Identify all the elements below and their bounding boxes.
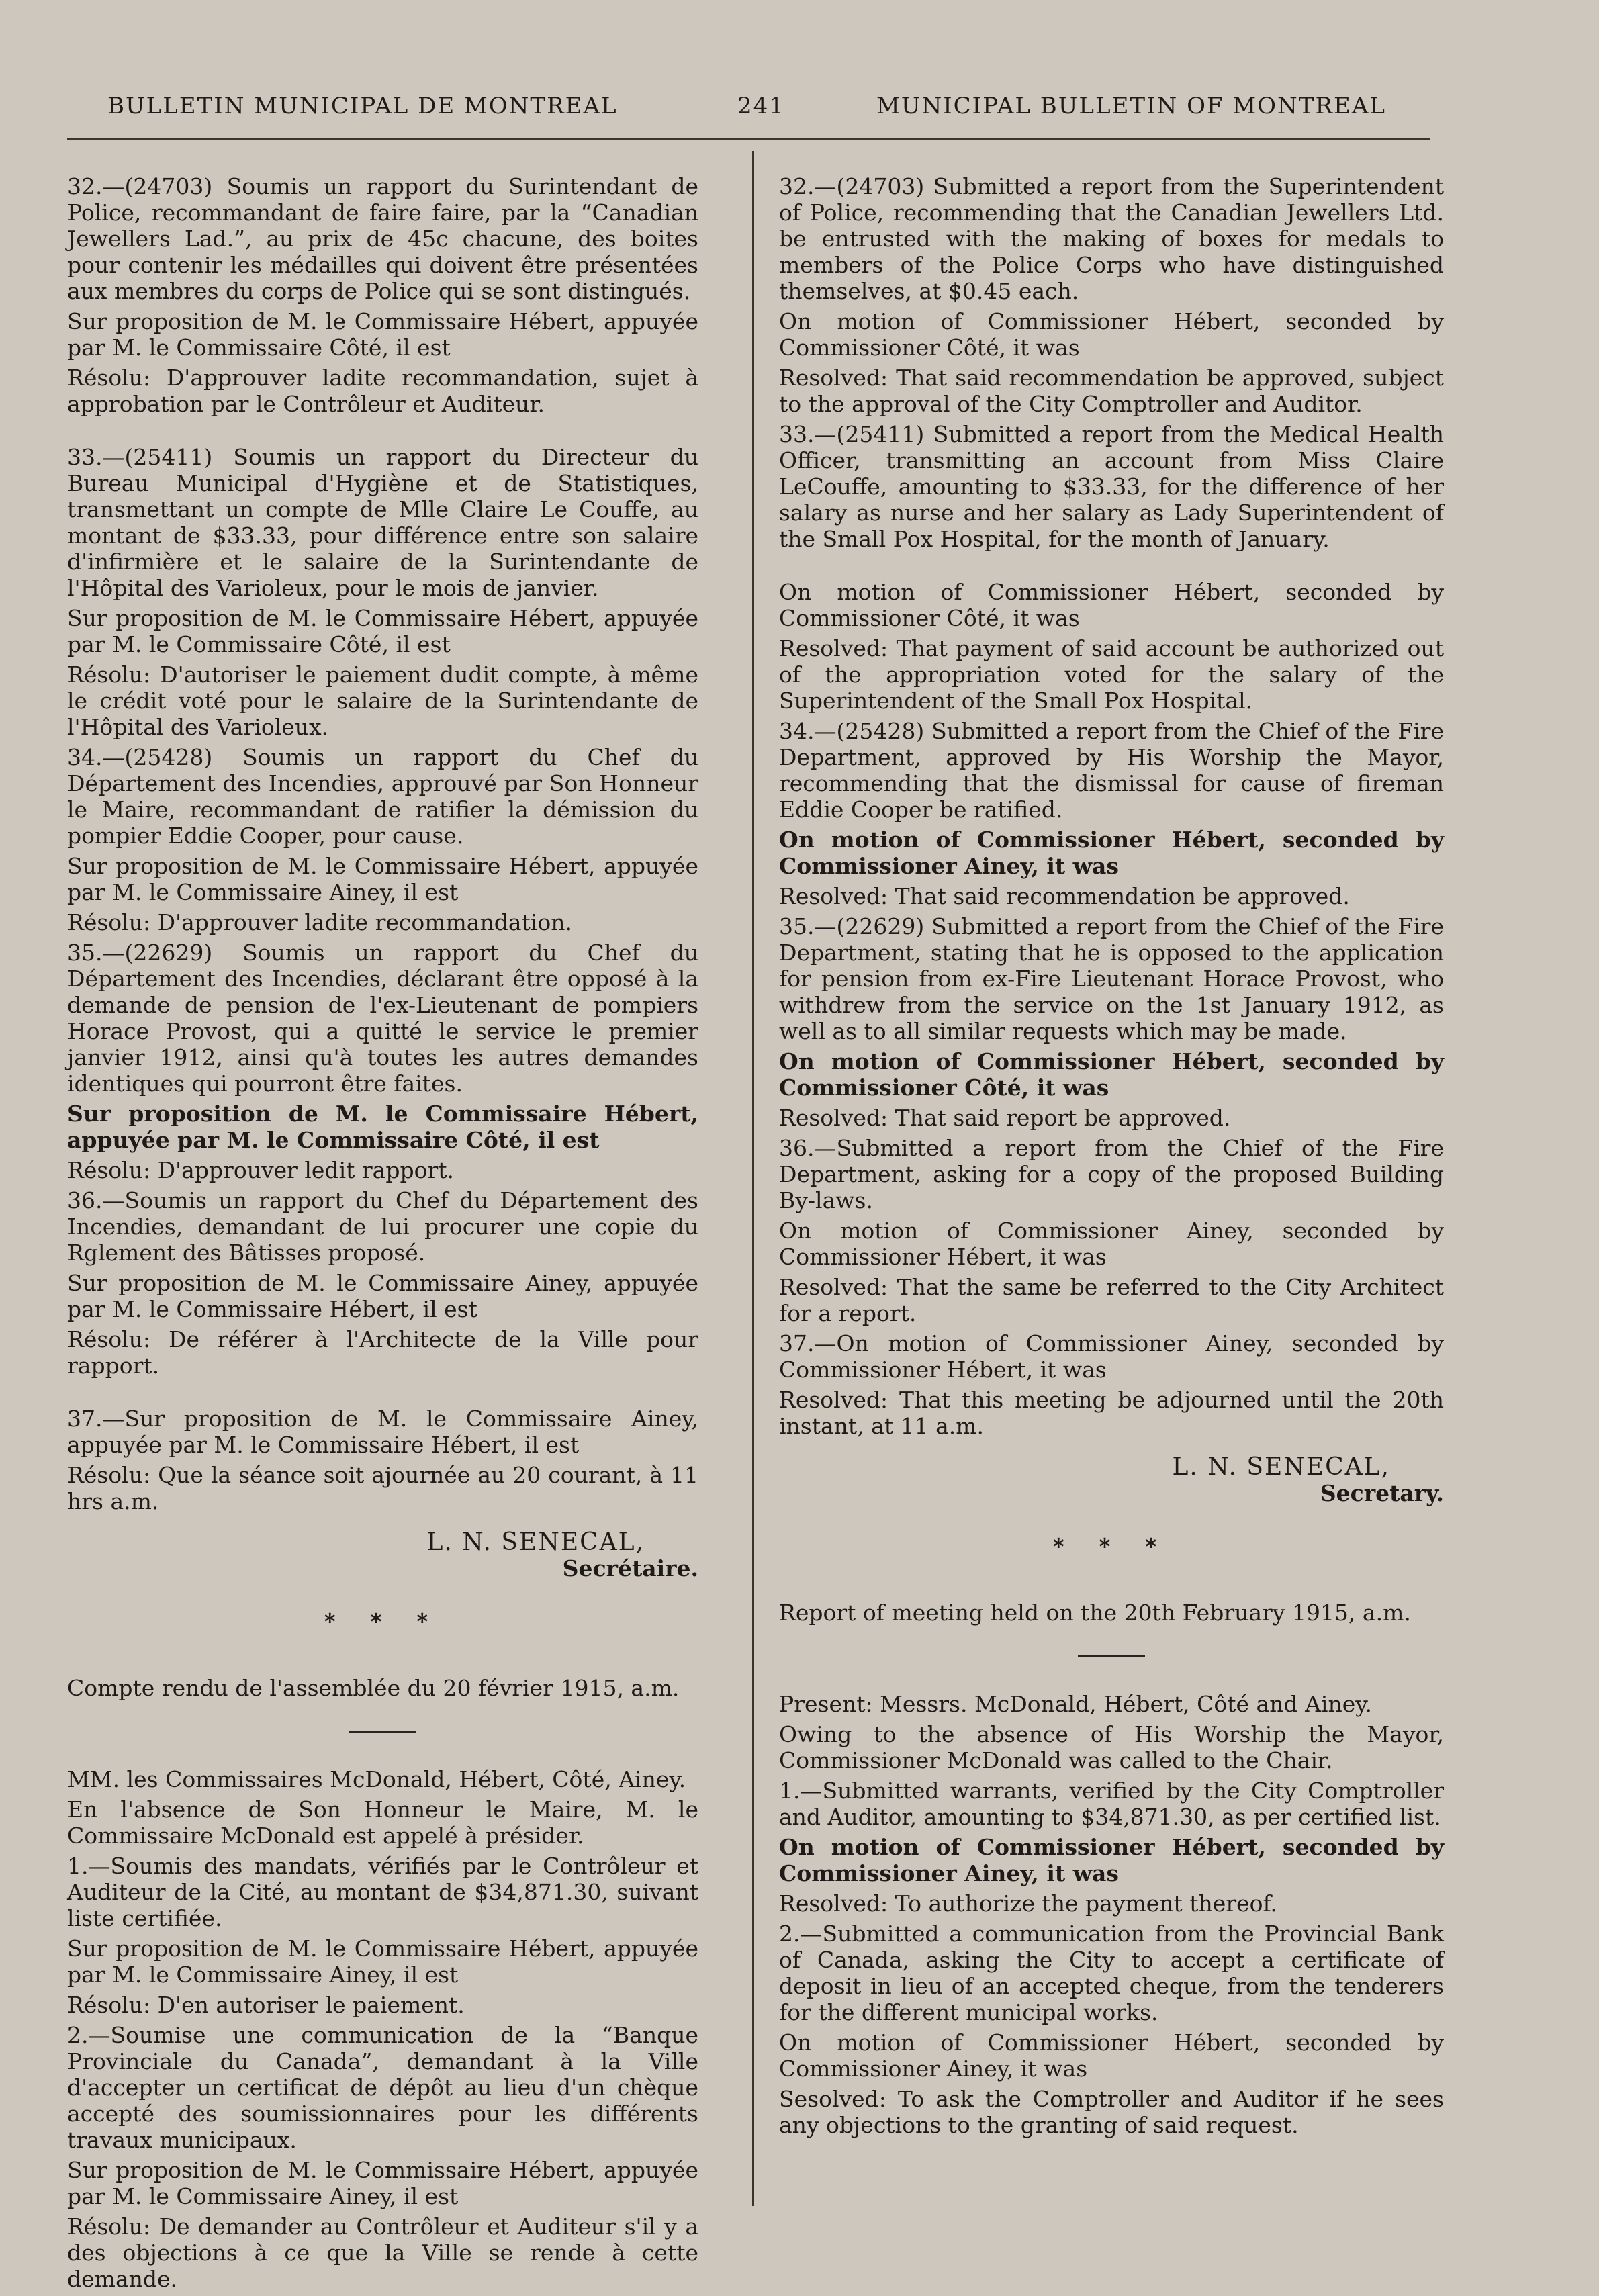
item-37-fr: 37.—Sur proposition de M. le Commissaire Ainey, appuyée par M. le Commissaire Hébert, il est	[67, 1406, 698, 1458]
item-2-en: 2.—Submitted a communication from the Provincial Bank of Canada, asking the City to accept a certificate of deposit in lieu of an accepted cheque, from the tenderers for the different municipal works.	[779, 1921, 1444, 2025]
chair-en: Owing to the absence of His Worship the Mayor, Commissioner McDonald was called to the Chair.	[779, 1721, 1444, 1774]
item-34-fr: 34.—(25428) Soumis un rapport du Chef du Département des Incendies, approuvé par Son Honneur le Maire, recommandant de ratifier la démission du pompier Eddie Cooper, pour cause.	[67, 744, 698, 849]
motion-35-en: On motion of Commissioner Hébert, seconded by Commissioner Côté, it was	[779, 1048, 1444, 1101]
french-column	[67, 173, 698, 2296]
resolution-36-en: Resolved: That the same be referred to the City Architect for a report.	[779, 1274, 1444, 1326]
resolution-32-en: Resolved: That said recommendation be approved, subject to the approval of the City Comptroller and Auditor.	[779, 365, 1444, 417]
item-35-en: 35.—(22629) Submitted a report from the Chief of the Fire Department, stating that he is opposed to the application for pension from ex-Fire Lieutenant Horace Provost, who withdrew from the service on the 1st January 1912, as well as to all similar requests which may be made.	[779, 913, 1444, 1044]
meeting-report-title-fr: Compte rendu de l'assemblée du 20 février 1915, a.m.	[67, 1675, 680, 1701]
resolution-2-fr: Résolu: De demander au Contrôleur et Auditeur s'il y a des objections à ce que la Ville se rende à cette demande.	[67, 2213, 698, 2292]
item-1-fr: 1.—Soumis des mandats, vérifiés par le Contrôleur et Auditeur de la Cité, au montant de $34,871.30, suivant liste certifiée.	[67, 1853, 698, 1931]
short-rule-en	[1078, 1655, 1145, 1657]
motion-1-fr: Sur proposition de M. le Commissaire Hébert, appuyée par M. le Commissaire Ainey, il est	[67, 1935, 698, 1988]
item-1-en: 1.—Submitted warrants, verified by the City Comptroller and Auditor, amounting to $34,871.30, as per certified list.	[779, 1778, 1444, 1830]
motion-32-fr: Sur proposition de M. le Commissaire Hébert, appuyée par M. le Commissaire Côté, il est	[67, 308, 698, 361]
motion-2-en: On motion of Commissioner Hébert, seconded by Commissioner Ainey, it was	[779, 2029, 1444, 2082]
attendance-en: Present: Messrs. McDonald, Hébert, Côté and Ainey.	[779, 1691, 1372, 1717]
column-divider	[752, 151, 754, 2206]
item-33-en: 33.—(25411) Submitted a report from the Medical Health Officer, transmitting an account from Miss Claire LeCouffe, amounting to $33.33, for the difference of her salary as nurse and her salary as Lady Superintendent of the Small Pox Hospital, for the month of January.	[779, 421, 1444, 552]
resolution-34-fr: Résolu: D'approuver ladite recommandation.	[67, 909, 572, 935]
resolution-1-en: Resolved: To authorize the payment thereof.	[779, 1890, 1278, 1917]
item-36-en: 36.—Submitted a report from the Chief of the Fire Department, asking for a copy of the proposed Building By-laws.	[779, 1135, 1444, 1213]
motion-33-fr: Sur proposition de M. le Commissaire Hébert, appuyée par M. le Commissaire Côté, il est	[67, 605, 698, 657]
secretary-name-en: L. N. SENECAL,	[1172, 1453, 1390, 1481]
header-right-title: MUNICIPAL BULLETIN OF MONTREAL	[876, 93, 1387, 120]
item-36-fr: 36.—Soumis un rapport du Chef du Département des Incendies, demandant de lui procurer une copie du Rglement des Bâtisses proposé.	[67, 1187, 698, 1266]
resolution-1-fr: Résolu: D'en autoriser le paiement.	[67, 1992, 465, 2018]
item-37-en: 37.—On motion of Commissioner Ainey, seconded by Commissioner Hébert, it was	[779, 1330, 1444, 1383]
signature-block-fr	[67, 1529, 698, 1581]
resolution-35-fr: Résolu: D'approuver ledit rapport.	[67, 1157, 454, 1183]
resolution-33-en: Resolved: That payment of said account be authorized out of the appropriation voted for the salary of the Superintendent of the Small Pox Hospital.	[779, 635, 1444, 714]
signature-block-en	[779, 1454, 1444, 1506]
item-2-fr: 2.—Soumise une communication de la “Banque Provinciale du Canada”, demandant à la Ville d'accepter un certificat de dépôt au lieu d'un chèque accepté des soumissionnaires pour les différents travaux municipaux.	[67, 2022, 698, 2153]
secretary-title-en: Secretary.	[1320, 1480, 1444, 1506]
header-rule	[67, 138, 1430, 140]
section-separator-fr: * * *	[324, 1608, 442, 1635]
motion-36-en: On motion of Commissioner Ainey, seconded by Commissioner Hébert, it was	[779, 1218, 1444, 1270]
section-separator-en: * * *	[1052, 1533, 1171, 1559]
item-35-fr: 35.—(22629) Soumis un rapport du Chef du Département des Incendies, déclarant être opposé à la demande de pension de l'ex-Lieutenant de pompiers Horace Provost, qui a quitté le service le premier janvier 1912, ainsi qu'à toutes les autres demandes identiques qui pourront être faites.	[67, 939, 698, 1097]
secretary-title-fr: Secrétaire.	[562, 1555, 698, 1581]
resolution-34-en: Resolved: That said recommendation be approved.	[779, 883, 1350, 909]
resolution-2-en: Sesolved: To ask the Comptroller and Auditor if he sees any objections to the granting of said request.	[779, 2086, 1444, 2138]
page-number: 241	[737, 93, 785, 120]
item-33-fr: 33.—(25411) Soumis un rapport du Directeur du Bureau Municipal d'Hygiène et de Statistiques, transmettant un compte de Mlle Claire Le Couffe, au montant de $33.33, pour différence entre son salaire d'infirmière et le salaire de la Surintendante de l'Hôpital des Varioleux, pour le mois de janvier.	[67, 444, 698, 601]
english-column	[779, 173, 1444, 2142]
short-rule-fr	[349, 1731, 416, 1733]
secretary-name-fr: L. N. SENECAL,	[426, 1528, 645, 1556]
motion-35-fr: Sur proposition de M. le Commissaire Hébert, appuyée par M. le Commissaire Côté, il est	[67, 1101, 698, 1153]
resolution-33-fr: Résolu: D'autoriser le paiement dudit compte, à même le crédit voté pour le salaire de la Surintendante de l'Hôpital des Varioleux.	[67, 661, 698, 740]
motion-32-en: On motion of Commissioner Hébert, seconded by Commissioner Côté, it was	[779, 308, 1444, 361]
resolution-36-fr: Résolu: De référer à l'Architecte de la Ville pour rapport.	[67, 1326, 698, 1379]
resolution-32-fr: Résolu: D'approuver ladite recommandation, sujet à approbation par le Contrôleur et Auditeur.	[67, 365, 698, 417]
motion-33-en: On motion of Commissioner Hébert, seconded by Commissioner Côté, it was	[779, 579, 1444, 631]
motion-1-en: On motion of Commissioner Hébert, seconded by Commissioner Ainey, it was	[779, 1834, 1444, 1886]
resolution-37-en: Resolved: That this meeting be adjourned until the 20th instant, at 11 a.m.	[779, 1387, 1444, 1439]
motion-2-fr: Sur proposition de M. le Commissaire Hébert, appuyée par M. le Commissaire Ainey, il est	[67, 2157, 698, 2209]
header-left-title: BULLETIN MUNICIPAL DE MONTREAL	[107, 93, 618, 120]
resolution-35-en: Resolved: That said report be approved.	[779, 1105, 1231, 1131]
attendance-fr: MM. les Commissaires McDonald, Hébert, Côté, Ainey.	[67, 1766, 686, 1792]
item-32-en: 32.—(24703) Submitted a report from the Superintendent of Police, recommending that the Canadian Jewellers Ltd. be entrusted with the making of boxes for medals to members of the Police Corps who have distinguished themselves, at $0.45 each.	[779, 173, 1444, 304]
motion-34-en: On motion of Commissioner Hébert, seconded by Commissioner Ainey, it was	[779, 827, 1444, 879]
chair-fr: En l'absence de Son Honneur le Maire, M. le Commissaire McDonald est appelé à présider.	[67, 1796, 698, 1849]
meeting-report-title-en: Report of meeting held on the 20th February 1915, a.m.	[779, 1600, 1411, 1626]
motion-36-fr: Sur proposition de M. le Commissaire Ainey, appuyée par M. le Commissaire Hébert, il est	[67, 1270, 698, 1322]
resolution-37-fr: Résolu: Que la séance soit ajournée au 20 courant, à 11 hrs a.m.	[67, 1462, 698, 1514]
motion-34-fr: Sur proposition de M. le Commissaire Hébert, appuyée par M. le Commissaire Ainey, il est	[67, 853, 698, 905]
item-34-en: 34.—(25428) Submitted a report from the Chief of the Fire Department, approved by His Worship the Mayor, recommending that the dismissal for cause of fireman Eddie Cooper be ratified.	[779, 718, 1444, 823]
item-32-fr: 32.—(24703) Soumis un rapport du Surintendant de Police, recommandant de faire faire, par la “Canadian Jewellers Lad.”, au prix de 45c chacune, des boites pour contenir les médailles qui doivent être présentées aux membres du corps de Police qui se sont distingués.	[67, 173, 698, 304]
